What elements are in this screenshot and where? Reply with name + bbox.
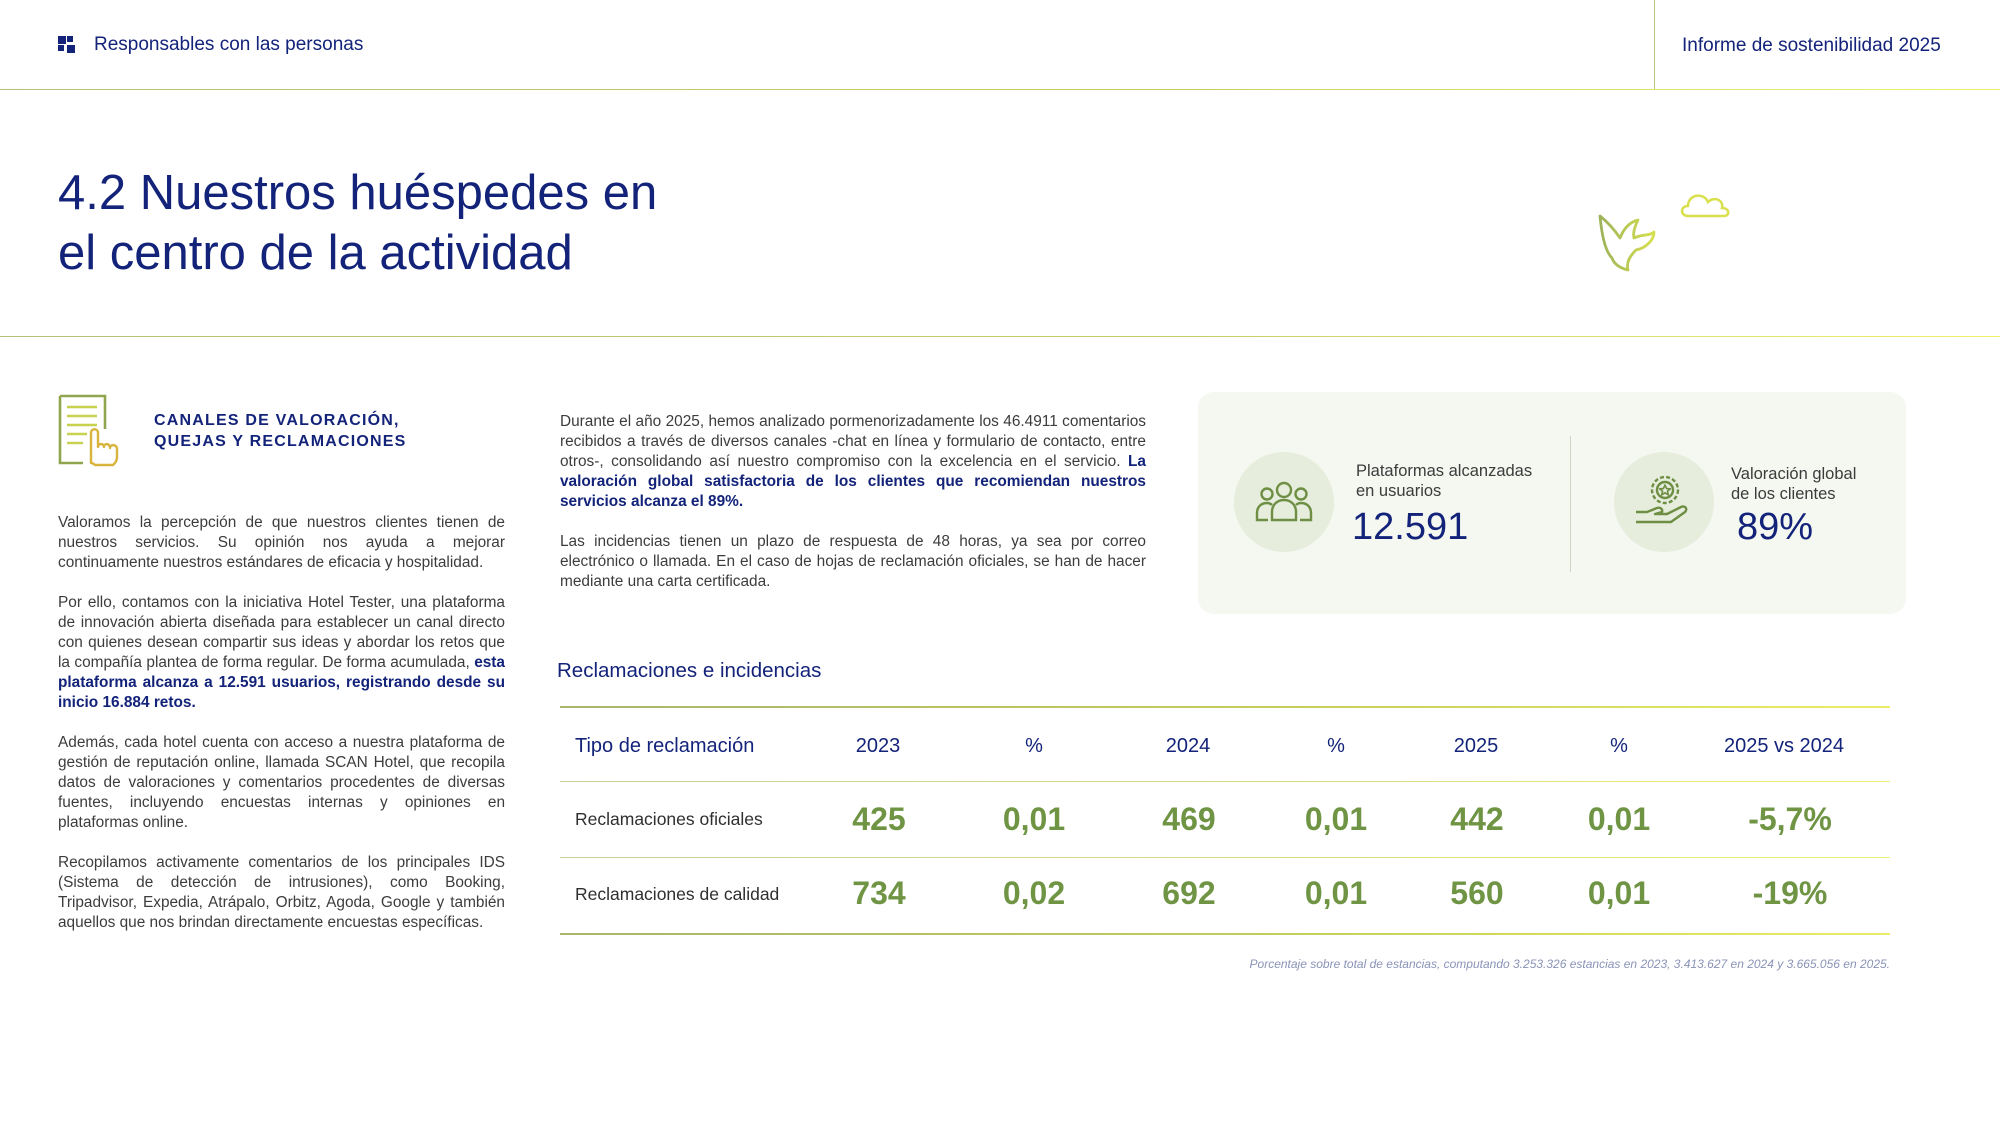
page-title [58,163,657,283]
document-hand-icon [57,393,123,467]
paragraph [58,593,505,713]
table-row-label: Reclamaciones oficiales [575,809,763,829]
kpi-icon-circle [1614,452,1714,552]
table-cell: 0,01 [1304,875,1368,911]
table-cell: 0,01 [1587,801,1651,837]
kpi-label-line: en usuarios [1356,482,1442,500]
page-title-line-1: 4.2 Nuestros huéspedes en [58,166,658,220]
table-header-pct-2023: % [1025,735,1043,757]
table-row-label: Reclamaciones de calidad [575,884,780,904]
users-group-icon [1253,478,1315,526]
table-header-pct-2024: % [1327,735,1345,757]
paragraph-text: Durante el año 2025, hemos analizado pormenorizadamente los 46.4911 comentarios recibidos a través de diversos canales -chat en línea y formulario de contacto, entre otros-, consolidando así nuestro compromiso con la excelencia en el servicio. [560,413,1146,470]
table-row-divider [560,781,1890,782]
table-cell: 0,01 [1587,875,1651,911]
table-header-2023: 2023 [855,735,901,757]
kpi-value-platforms: 12.591 [1352,506,1469,548]
table-header-2025: 2025 [1453,735,1499,757]
section-heading-channels [154,410,407,452]
paragraph-highlight: esta plataforma alcanza a 12.591 usuarios, registrando desde su inicio 16.884 retos. [58,654,505,711]
kpi-icon-circle [1234,452,1334,552]
table-header-pct-2025: % [1610,735,1628,757]
header-section [58,34,363,56]
section-heading-line-2: QUEJAS Y RECLAMACIONES [154,433,407,450]
kpi-divider [1570,436,1571,572]
table-cell: 0,02 [1002,875,1066,911]
table-cell: -19% [1752,875,1828,911]
paragraph: Recopilamos activamente comentarios de los principales IDS (Sistema de detección de intrusiones), como Booking, Tripadvisor, Expedia, Atrápalo, Orbitz, Agoda, Google y también aquellos que nos brindan directamente encuestas específicas. [58,854,505,931]
hand-medal-icon [1633,474,1695,530]
paragraph: Valoramos la percepción de que nuestros clientes tienen de nuestros servicios. Su opinión nos ayuda a mejorar continuamente nuestros estándares de eficacia y hospitalidad. [58,514,505,571]
table-header-variation: 2025 vs 2024 [1723,735,1845,757]
table-top-rule [560,706,1890,708]
page-title-line-2: el centro de la actividad [58,226,573,280]
table-cell: 560 [1450,875,1504,911]
paragraph-highlight: La valoración global satisfactoria de los clientes que recomiendan nuestros servicios alcanza el 89%. [560,453,1146,510]
paragraph: Las incidencias tienen un plazo de respuesta de 48 horas, ya sea por correo electrónico o llamada. En el caso de hojas de reclamación oficiales, se han de hacer mediante una carta certificada. [560,533,1146,590]
title-rule [0,336,2000,337]
paragraph: Además, cada hotel cuenta con acceso a nuestra plataforma de gestión de reputación online, llamada SCAN Hotel, que recopila datos de valoraciones y comentarios procedentes de diversas fuentes, incluyendo encuestas internas y opiniones en plataformas online. [58,734,505,831]
table-cell: 469 [1162,801,1216,837]
table-header-type: Tipo de reclamación [575,735,755,757]
middle-body-text [560,412,1146,612]
table-cell: 692 [1162,875,1216,911]
table-cell: 0,01 [1304,801,1368,837]
table-cell: -5,7% [1748,801,1832,837]
header-rule [0,89,2000,90]
header-report-title: Informe de sostenibilidad 2025 [1682,35,1941,56]
dove-cloud-illustration [1520,180,1750,280]
table-bottom-rule [560,933,1890,935]
header-divider [1654,0,1655,89]
header-section-label: Responsables con las personas [94,34,364,55]
kpi-label-line: Valoración global [1731,465,1857,483]
table-row-divider [560,857,1890,858]
left-body-text [58,513,505,953]
table-cell: 425 [852,801,906,837]
table-footnote: Porcentaje sobre total de estancias, computando 3.253.326 estancias en 2023, 3.413.627 en 2024 y 3.665.056 en 2025. [1249,957,1890,971]
kpi-label-line: de los clientes [1731,485,1836,503]
kpi-value-rating: 89% [1737,506,1814,548]
kpi-label-rating [1731,464,1856,504]
kpi-label-platforms [1356,461,1532,501]
table-cell: 734 [852,875,906,911]
table-cell: 442 [1450,801,1504,837]
table-title: Reclamaciones e incidencias [557,659,822,682]
table-header-2024: 2024 [1165,735,1211,757]
paragraph-text: Por ello, contamos con la iniciativa Hotel Tester, una plataforma de innovación abierta diseñada para establecer un canal directo con quienes desean compartir sus ideas y abordar los retos que la compañía plantea de forma regular. De forma acumulada, [58,594,505,671]
section-heading-line-1: CANALES DE VALORACIÓN, [154,412,400,429]
kpi-card [1198,392,1906,614]
kpi-label-line: Plataformas alcanzadas [1356,462,1533,480]
table-cell: 0,01 [1002,801,1066,837]
paragraph [560,412,1146,512]
logo-icon [58,36,76,54]
